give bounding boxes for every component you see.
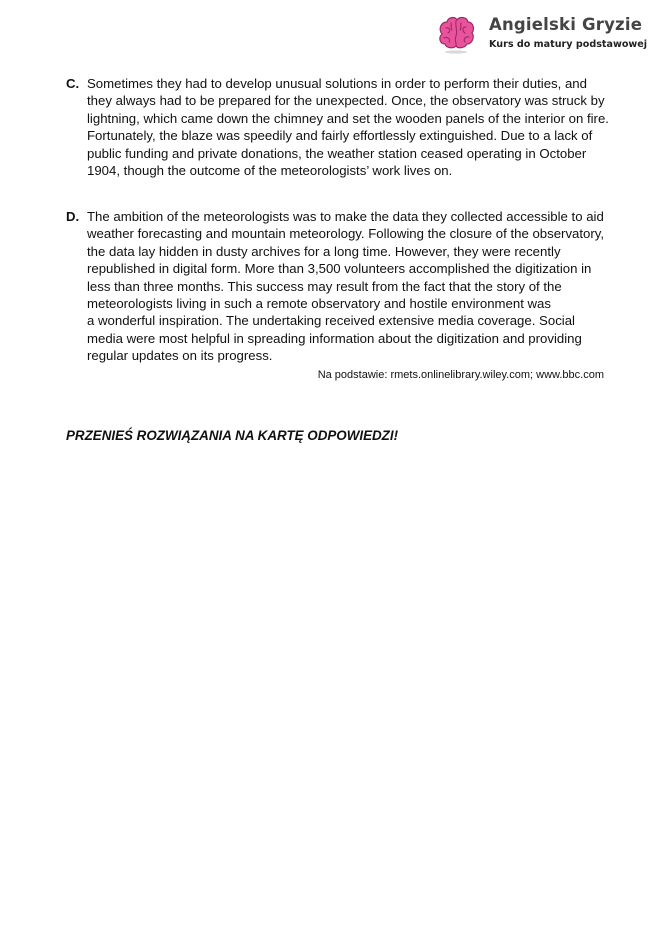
paragraph-c — [66, 75, 614, 179]
text-line: 1904, though the outcome of the meteorologists’ work lives on. — [87, 163, 453, 179]
answer-sheet-instruction: PRZENIEŚ ROZWIĄZANIA NA KARTĘ ODPOWIEDZI! — [66, 428, 399, 443]
source-citation: Na podstawie: rmets.onlinelibrary.wiley.com; www.bbc.com — [317, 369, 604, 381]
brand-tagline: Kurs do matury podstawowej — [489, 39, 648, 50]
text-line: meteorologists living in such a remote observatory and hostile environment was — [87, 296, 551, 312]
header-logo — [436, 14, 658, 58]
paragraph-text — [87, 75, 614, 179]
brand-name: Angielski Gryzie — [489, 15, 643, 34]
text-line: lightning, which came down the chimney and set the wooden panels of the interior on fire. — [87, 110, 609, 126]
text-line: public funding and private donations, the weather station ceased operating in October — [87, 145, 587, 161]
text-line: they always had to be prepared for the unexpected. Once, the observatory was struck by — [87, 93, 605, 109]
text-line: a wonderful inspiration. The undertaking received extensive media coverage. Social — [87, 313, 575, 329]
brain-icon — [436, 14, 476, 54]
text-line: the data lay hidden in dusty archives for a long time. However, they were recently — [87, 243, 561, 259]
paragraph-d — [66, 208, 614, 365]
text-line: Sometimes they had to develop unusual solutions in order to perform their duties, and — [87, 76, 587, 91]
text-line: media were most helpful in spreading information about the digitization and providing — [87, 330, 582, 346]
text-line: less than three months. This success may result from the fact that the story of the — [87, 278, 562, 294]
text-line: republished in digital form. More than 3,500 volunteers accomplished the digitization in — [87, 261, 592, 277]
text-line: regular updates on its progress. — [87, 348, 273, 364]
paragraph-letter: D. — [66, 209, 80, 224]
text-line: The ambition of the meteorologists was to make the data they collected accessible to aid — [87, 209, 604, 224]
paragraph-text — [87, 208, 614, 365]
text-line: weather forecasting and mountain meteorology. Following the closure of the observatory, — [87, 226, 605, 242]
text-line: Fortunately, the blaze was speedily and fairly effortlessly extinguished. Due to a lack of — [87, 128, 593, 144]
paragraph-letter: C. — [66, 76, 80, 91]
